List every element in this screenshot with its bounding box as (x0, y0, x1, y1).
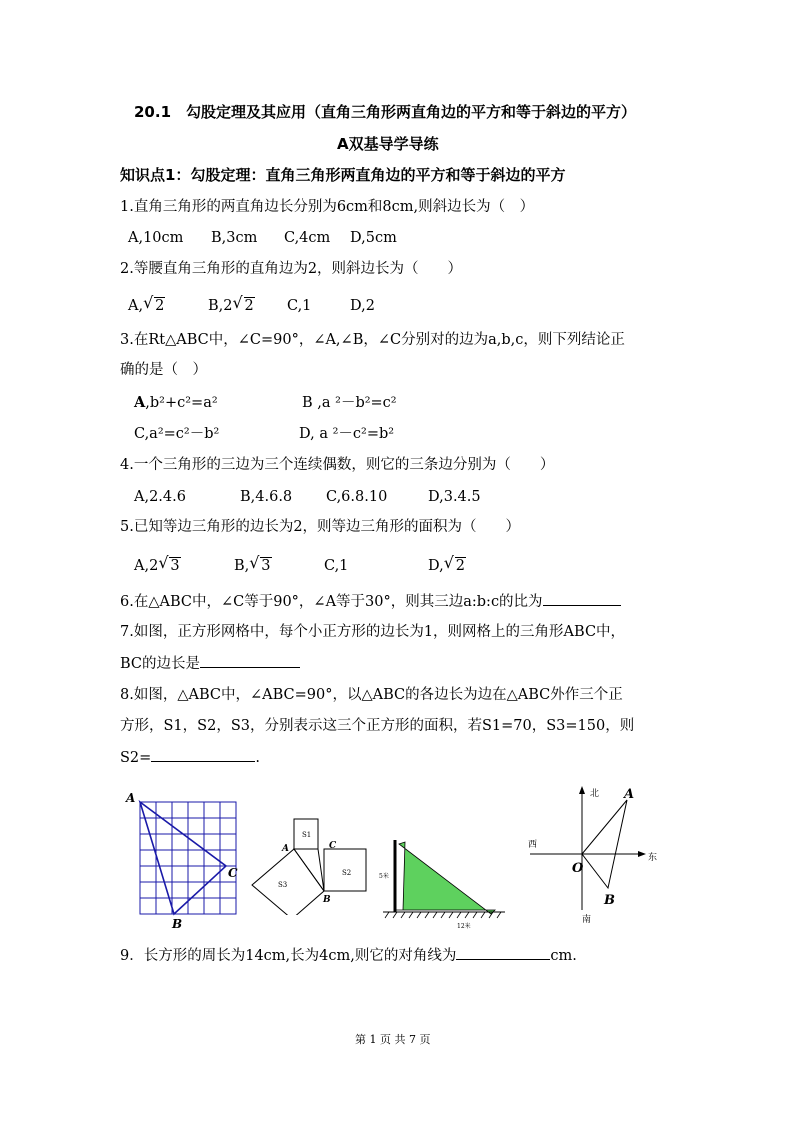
q5-option-c: C,1 (324, 558, 349, 574)
ladder-height-label: 5米 (379, 873, 389, 880)
q4-option-a: A,2.4.6 (134, 489, 186, 505)
q2-option-c: C,1 (287, 298, 312, 314)
east-arrow (638, 851, 646, 857)
q2-option-b: B,2√ 2 (208, 296, 255, 316)
q6-stem: 6.在△ABC中，∠C等于90°，∠A等于30°，则其三边a:b:c的比为 (120, 591, 621, 612)
q5-option-a: A,2√ 3 (134, 556, 181, 576)
q7-line2: BC的边长是 (120, 653, 300, 674)
grid-label-b: B (172, 917, 183, 930)
q8-line2: 方形，S1，S2，S3，分别表示这三个正方形的面积，若S1=70，S3=150，则 (120, 718, 635, 734)
q5-stem: 5.已知等边三角形的边长为2，则等边三角形的面积为（ ） (120, 519, 521, 535)
q8-line3: S2= . (120, 747, 260, 768)
q1-option-d: D,5cm (350, 230, 397, 246)
squares-figure (250, 815, 370, 915)
compass-east: 东 (648, 853, 658, 863)
q8-answer-blank[interactable] (151, 747, 255, 762)
q3-option-d: D, a ²－c²=b² (299, 426, 395, 442)
label-a: A (282, 844, 289, 854)
q1-option-c: C,4cm (284, 230, 331, 246)
q6-answer-blank[interactable] (543, 591, 621, 606)
q3-option-b: B ,a ²－b²=c² (302, 395, 397, 411)
north-arrow (579, 786, 585, 794)
q3-stem-line2: 确的是（ ） (120, 362, 207, 378)
compass-point-a: A (624, 787, 635, 802)
section-heading: A双基导学导练 (337, 135, 439, 153)
q1-option-b: B,3cm (211, 230, 258, 246)
compass-origin: O (572, 861, 584, 876)
q3-stem-line1: 3.在Rt△ABC中，∠C=90°，∠A,∠B，∠C分别对的边为a,b,c，则下列结论正 (120, 332, 625, 348)
page-footer: 第 1 页 共 7 页 (355, 1033, 431, 1046)
compass-point-b: B (604, 893, 615, 908)
triangle-oab (582, 800, 627, 888)
compass-figure (520, 782, 670, 932)
q4-option-b: B,4.6.8 (240, 489, 293, 505)
grid-label-a: A (126, 791, 136, 805)
triangle-abc (140, 802, 226, 914)
q5-option-b: B,√ 3 (234, 556, 272, 576)
q5-option-d: D,√ 2 (428, 556, 466, 576)
knowledge-point-heading: 知识点1：勾股定理：直角三角形两直角边的平方和等于斜边的平方 (120, 166, 566, 184)
q7-answer-blank[interactable] (200, 653, 300, 668)
label-s2: S2 (342, 869, 352, 877)
q2-stem: 2.等腰直角三角形的直角边为2，则斜边长为（ ） (120, 261, 463, 277)
grid-figure (120, 788, 250, 930)
label-s1: S1 (302, 831, 312, 839)
q3-option-c: C,a²=c²－b² (134, 426, 220, 442)
ladder-figure (375, 830, 515, 930)
compass-south: 南 (582, 915, 592, 925)
label-c: C (329, 841, 337, 851)
q4-option-d: D,3.4.5 (428, 489, 481, 505)
q4-stem: 4.一个三角形的三边为三个连续偶数，则它的三条边分别为（ ） (120, 457, 555, 473)
compass-west: 西 (528, 840, 538, 850)
q9-answer-blank[interactable] (456, 945, 550, 960)
q2-option-a: A,√ 2 (128, 296, 165, 316)
q2-option-d: D,2 (350, 298, 375, 314)
q1-stem: 1.直角三角形的两直角边长分别为6cm和8cm,则斜边长为（ ） (120, 199, 535, 215)
label-s3: S3 (278, 881, 288, 889)
label-b: B (323, 895, 331, 905)
compass-north: 北 (590, 789, 600, 799)
doc-title: 20.1 勾股定理及其应用（直角三角形两直角边的平方和等于斜边的平方） (134, 103, 637, 121)
ladder-shape (395, 842, 495, 914)
grid-label-c: C (228, 866, 238, 880)
ladder-base-label: 12米 (457, 923, 471, 930)
q4-option-c: C,6.8.10 (326, 489, 388, 505)
q1-option-a: A,10cm (128, 230, 184, 246)
q3-option-a: A,b²+c²=a² (134, 394, 218, 411)
q9-stem: 9．长方形的周长为14cm,长为4cm,则它的对角线为 cm. (120, 945, 577, 966)
q7-line1: 7.如图，正方形网格中，每个小正方形的边长为1，则网格上的三角形ABC中， (120, 624, 626, 640)
grid-lines (140, 802, 236, 914)
q8-line1: 8.如图，△ABC中，∠ABC=90°，以△ABC的各边长为边在△ABC外作三个正 (120, 687, 623, 703)
square-s3 (252, 849, 324, 915)
triangle-abc (294, 849, 324, 891)
